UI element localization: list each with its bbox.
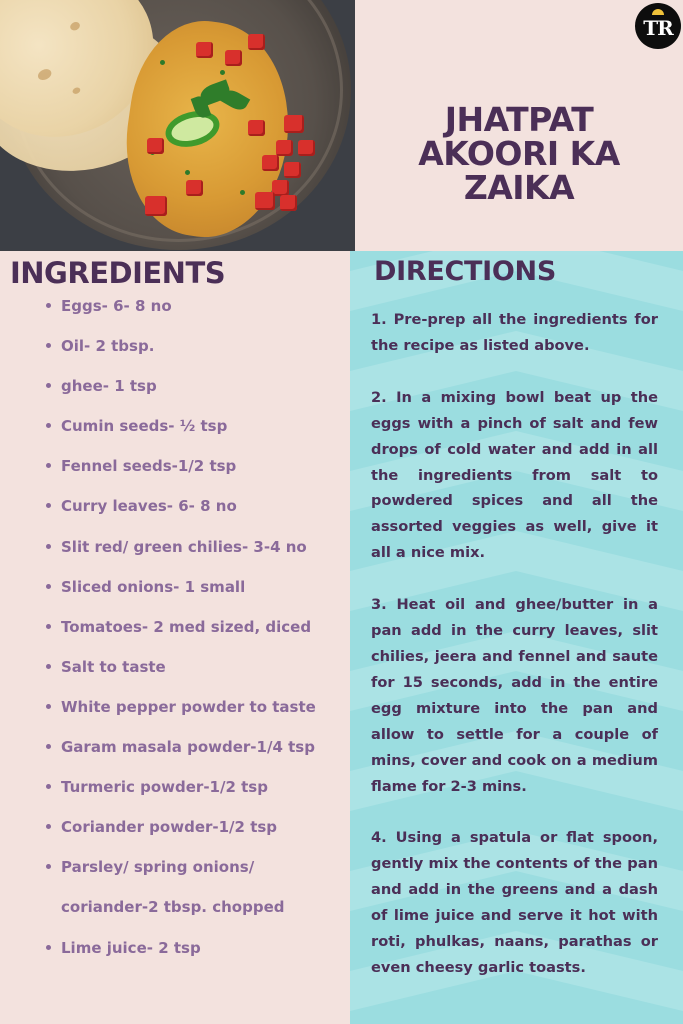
ingredient-item: Salt to taste	[46, 656, 316, 696]
ingredient-item: Cumin seeds- ½ tsp	[46, 415, 316, 455]
recipe-title: JHATPAT AKOORI KA ZAIKA	[418, 100, 620, 207]
ingredient-item: Sliced onions- 1 small	[46, 576, 316, 616]
ingredient-item: Coriander powder-1/2 tsp	[46, 816, 316, 856]
ingredient-item: Fennel seeds-1/2 tsp	[46, 455, 316, 495]
ingredient-item: White pepper powder to taste	[46, 696, 316, 736]
ingredient-item: Eggs- 6- 8 no	[46, 295, 316, 335]
ingredients-list	[46, 295, 316, 977]
ingredient-item: Oil- 2 tbsp.	[46, 335, 316, 375]
ingredient-item: Turmeric powder-1/2 tsp	[46, 776, 316, 816]
ingredient-item: Lime juice- 2 tsp	[46, 937, 316, 977]
direction-step: 4. Using a spatula or flat spoon, gently mix the contents of the pan and add in the greens and a dash of lime juice and serve it hot with roti, phulkas, naans, parathas or even cheesy garlic toasts.	[371, 829, 658, 976]
ingredient-item: Tomatoes- 2 med sized, diced	[46, 616, 316, 656]
ingredient-item: Parsley/ spring onions/	[46, 856, 316, 896]
ingredients-heading: INGREDIENTS	[10, 256, 226, 290]
direction-step: 2. In a mixing bowl beat up the eggs with a pinch of salt and few drops of cold water and add in all the ingredients from salt to powdered spices and all the assorted veggies as well, give it all a nice mix.	[371, 388, 658, 562]
ingredient-item-continued: coriander-2 tbsp. chopped	[61, 898, 285, 917]
dish-photo	[0, 0, 355, 251]
ingredient-item: Garam masala powder-1/4 tsp	[46, 736, 316, 776]
direction-step: 1. Pre-prep all the ingredients for the recipe as listed above.	[371, 311, 658, 354]
directions-heading: DIRECTIONS	[374, 256, 556, 287]
ingredient-item: ghee- 1 tsp	[46, 375, 316, 415]
direction-step: 3. Heat oil and ghee/butter in a pan add in the curry leaves, slit chilies, jeera and fennel and saute for 15 seconds, add in the entire egg mixture into the pan and allow to settle for a couple of mins, cover and cook on a medium flame for 2-3 mins.	[371, 596, 658, 795]
ingredient-item: Curry leaves- 6- 8 no	[46, 495, 316, 535]
brand-logo	[635, 3, 681, 49]
ingredient-item: Slit red/ green chilies- 3-4 no	[46, 536, 316, 576]
directions-steps	[371, 307, 658, 1007]
logo-text: TR	[643, 16, 673, 40]
sun-icon	[652, 9, 664, 15]
